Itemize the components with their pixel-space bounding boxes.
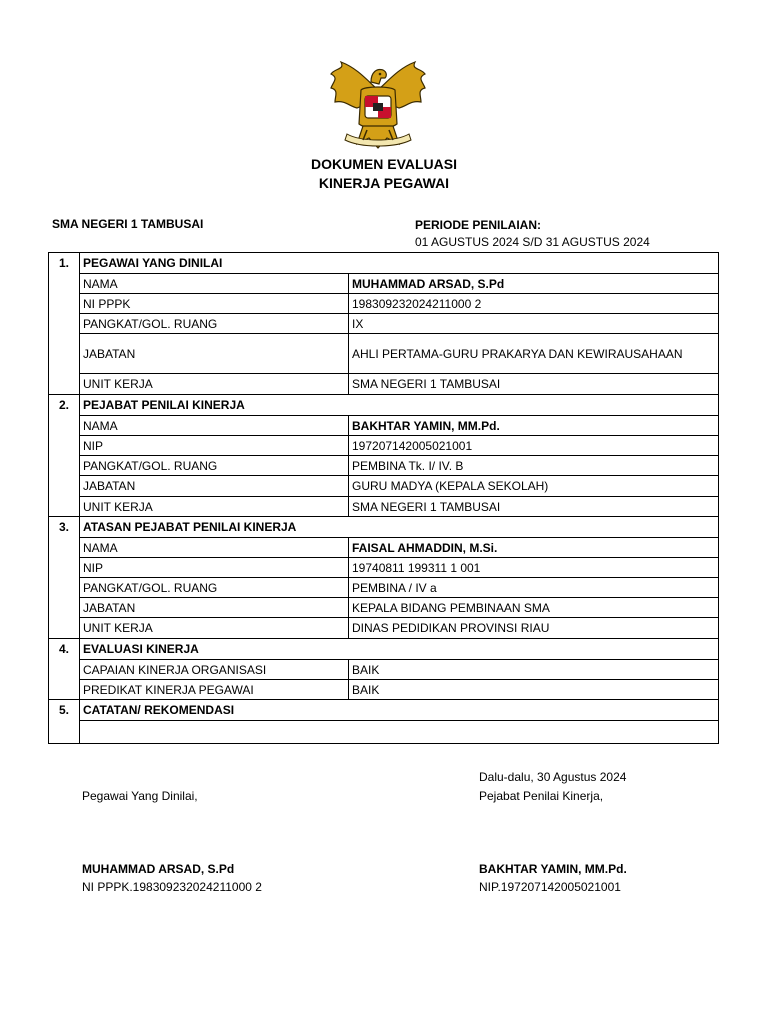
row-label: NIP — [80, 436, 349, 456]
table-row — [49, 436, 719, 456]
section-heading-row — [49, 253, 719, 274]
right-sign-name: BAKHTAR YAMIN, MM.Pd. — [479, 862, 627, 876]
notes-cell — [80, 721, 719, 744]
row-label: UNIT KERJA — [80, 374, 349, 395]
section-heading: EVALUASI KINERJA — [80, 639, 719, 660]
section-number: 3. — [49, 517, 80, 538]
period-label: PERIODE PENILAIAN: — [415, 218, 542, 232]
table-row — [49, 598, 719, 618]
table-row — [49, 294, 719, 314]
right-sign-id: NIP.197207142005021001 — [479, 880, 621, 894]
row-label: PANGKAT/GOL. RUANG — [80, 456, 349, 476]
row-label: NAMA — [80, 538, 349, 558]
section-heading: PEJABAT PENILAI KINERJA — [80, 395, 719, 416]
row-label: NAMA — [80, 274, 349, 294]
row-label: PANGKAT/GOL. RUANG — [80, 578, 349, 598]
row-value: DINAS PEDIDIKAN PROVINSI RIAU — [349, 618, 719, 639]
row-value: SMA NEGERI 1 TAMBUSAI — [349, 497, 719, 517]
place-date: Dalu-dalu, 30 Agustus 2024 — [479, 770, 627, 784]
row-value: SMA NEGERI 1 TAMBUSAI — [349, 374, 719, 395]
table-row — [49, 578, 719, 598]
row-value: BAIK — [349, 680, 719, 700]
garuda-emblem-icon — [327, 60, 429, 152]
row-value: 198309232024211000 2 — [349, 294, 719, 314]
section-number: 1. — [49, 253, 80, 274]
row-label: JABATAN — [80, 598, 349, 618]
left-sign-role: Pegawai Yang Dinilai, — [82, 789, 198, 803]
row-value: FAISAL AHMADDIN, M.Si. — [349, 538, 719, 558]
period-value: 01 AGUSTUS 2024 S/D 31 AGUSTUS 2024 — [415, 235, 650, 249]
section-number: 5. — [49, 700, 80, 721]
section-heading-row — [49, 700, 719, 721]
table-row — [49, 538, 719, 558]
row-value: 197207142005021001 — [349, 436, 719, 456]
row-label: PANGKAT/GOL. RUANG — [80, 314, 349, 334]
row-label: NIP — [80, 558, 349, 578]
row-value: GURU MADYA (KEPALA SEKOLAH) — [349, 476, 719, 497]
row-value: BAIK — [349, 660, 719, 680]
row-value: IX — [349, 314, 719, 334]
section-number: 4. — [49, 639, 80, 660]
section-heading: PEGAWAI YANG DINILAI — [80, 253, 719, 274]
section-heading-row — [49, 517, 719, 538]
table-row — [49, 476, 719, 497]
left-sign-name: MUHAMMAD ARSAD, S.Pd — [82, 862, 235, 876]
row-value: PEMBINA Tk. I/ IV. B — [349, 456, 719, 476]
doc-title-line1: DOKUMEN EVALUASI — [311, 156, 457, 172]
row-value: 19740811 199311 1 001 — [349, 558, 719, 578]
table-row — [49, 314, 719, 334]
section-heading-row — [49, 395, 719, 416]
row-label: NI PPPK — [80, 294, 349, 314]
table-row — [49, 618, 719, 639]
row-value: BAKHTAR YAMIN, MM.Pd. — [349, 416, 719, 436]
row-label: NAMA — [80, 416, 349, 436]
row-label: UNIT KERJA — [80, 618, 349, 639]
table-row — [49, 497, 719, 517]
right-sign-role: Pejabat Penilai Kinerja, — [479, 789, 604, 803]
row-value: PEMBINA / IV a — [349, 578, 719, 598]
school-name: SMA NEGERI 1 TAMBUSAI — [52, 217, 204, 231]
evaluation-table — [48, 252, 719, 744]
table-row — [49, 558, 719, 578]
section-heading: CATATAN/ REKOMENDASI — [80, 700, 719, 721]
section-heading: ATASAN PEJABAT PENILAI KINERJA — [80, 517, 719, 538]
table-row — [49, 374, 719, 395]
left-sign-id: NI PPPK.198309232024211000 2 — [82, 880, 262, 894]
table-row — [49, 456, 719, 476]
row-label: PREDIKAT KINERJA PEGAWAI — [80, 680, 349, 700]
table-row — [49, 680, 719, 700]
table-row — [49, 274, 719, 294]
section-number: 2. — [49, 395, 80, 416]
row-label: CAPAIAN KINERJA ORGANISASI — [80, 660, 349, 680]
row-value: MUHAMMAD ARSAD, S.Pd — [349, 274, 719, 294]
row-label: JABATAN — [80, 476, 349, 497]
doc-title-line2: KINERJA PEGAWAI — [318, 175, 450, 191]
section-heading-row — [49, 639, 719, 660]
row-label: UNIT KERJA — [80, 497, 349, 517]
row-value: KEPALA BIDANG PEMBINAAN SMA — [349, 598, 719, 618]
notes-row — [49, 721, 719, 744]
table-row — [49, 416, 719, 436]
table-row — [49, 334, 719, 374]
row-label: JABATAN — [80, 334, 349, 374]
table-row — [49, 660, 719, 680]
row-value: AHLI PERTAMA-GURU PRAKARYA DAN KEWIRAUSAHAAN — [349, 334, 719, 374]
